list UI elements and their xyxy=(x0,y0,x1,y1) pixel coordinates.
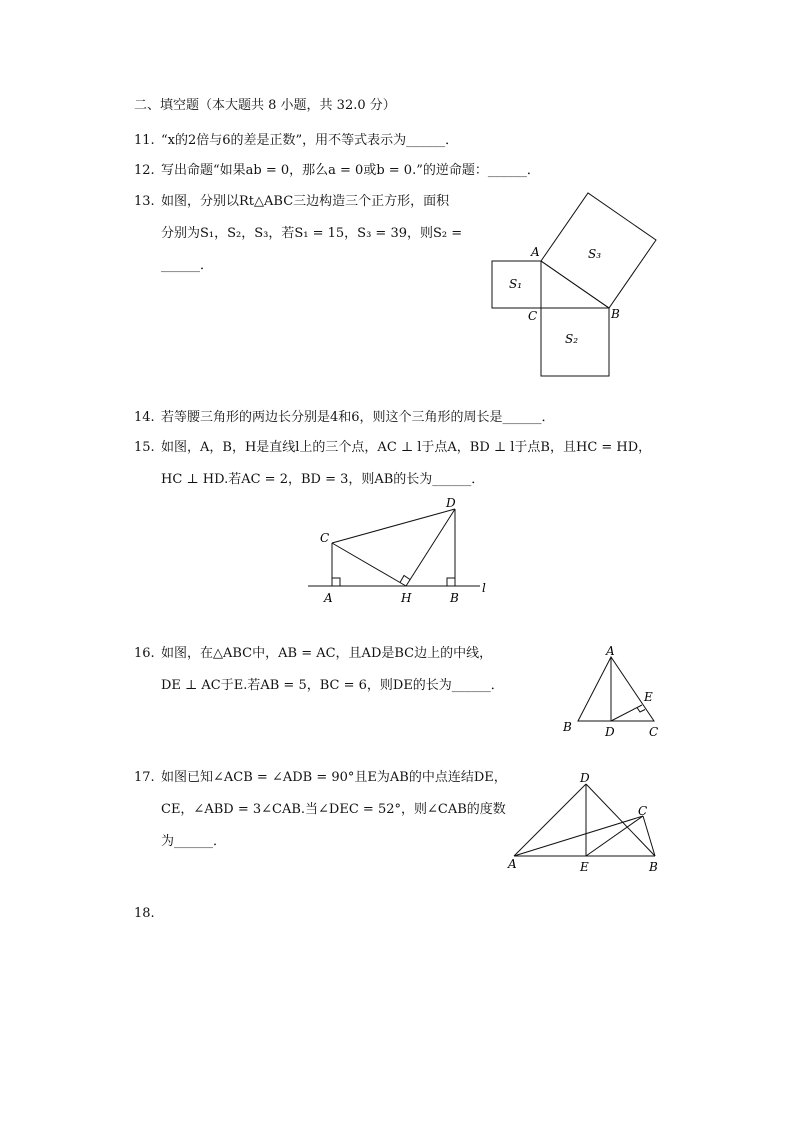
question-17-line-3: 为______． xyxy=(161,834,227,849)
figure-13-squares xyxy=(480,185,670,385)
question-15-line-1: 如图，A，B，H是直线l上的三个点，AC ⊥ l于点A，BD ⊥ l于点B，且HC = HD， xyxy=(161,440,652,455)
section-title: 二、填空题（本大题共 8 小题，共 32.0 分） xyxy=(134,98,396,113)
figure-15-line xyxy=(300,495,500,610)
question-16-number: 16. xyxy=(134,646,155,661)
label-s1: S₁ xyxy=(509,277,523,291)
label-d: D xyxy=(605,725,615,739)
label-c: C xyxy=(528,309,538,323)
question-15-number: 15. xyxy=(134,440,155,455)
label-c: C xyxy=(649,725,659,739)
question-15-line-2: HC ⊥ HD.若AC = 2，BD = 3，则AB的长为______． xyxy=(161,472,485,487)
question-17-line-2: CE，∠ABD = 3∠CAB.当∠DEC = 52°，则∠CAB的度数 xyxy=(161,802,506,817)
question-18-number: 18. xyxy=(134,906,155,921)
figure-17-triangles xyxy=(500,765,675,880)
question-16-line-2: DE ⊥ AC于E.若AB = 5，BC = 6，则DE的长为______． xyxy=(161,678,504,693)
question-13-line-2: 分别为S₁，S₂，S₃，若S₁ = 15，S₃ = 39，则S₂ = xyxy=(161,226,463,241)
question-14-number: 14. xyxy=(134,410,155,425)
question-12-text: 写出命题“如果ab = 0，那么a = 0或b = 0.”的逆命题：______． xyxy=(161,163,540,178)
right-angle-e xyxy=(637,708,645,713)
label-c: C xyxy=(320,531,330,545)
label-e: E xyxy=(580,860,589,874)
label-s3: S₃ xyxy=(588,247,602,261)
label-b: B xyxy=(611,307,620,321)
question-17-number: 17. xyxy=(134,770,155,785)
label-c: C xyxy=(638,804,648,818)
label-b: B xyxy=(649,860,658,874)
question-11-text: “x的2倍与6的差是正数”，用不等式表示为______． xyxy=(161,133,459,148)
segment-ce xyxy=(586,816,643,856)
figure-16-triangle xyxy=(555,645,675,745)
triangle-abc xyxy=(578,657,654,721)
question-17-line-1: 如图已知∠ACB = ∠ADB = 90°且E为AB的中点连结DE， xyxy=(161,770,507,785)
triangle-side-ab xyxy=(541,261,609,308)
label-a: A xyxy=(324,591,333,605)
question-13-number: 13. xyxy=(134,194,155,209)
question-13-line-3: ______． xyxy=(161,258,214,273)
question-12-number: 12. xyxy=(134,163,155,178)
label-l: l xyxy=(482,581,486,595)
segment-ch xyxy=(332,543,406,586)
label-b: B xyxy=(450,591,459,605)
label-a: A xyxy=(606,645,615,658)
question-13-line-1: 如图，分别以Rt△ABC三边构造三个正方形，面积 xyxy=(161,194,450,209)
question-16-line-1: 如图，在△ABC中，AB = AC，且AD是BC边上的中线， xyxy=(161,646,493,661)
question-14-text: 若等腰三角形的两边长分别是4和6，则这个三角形的周长是______． xyxy=(161,410,555,425)
label-e: E xyxy=(644,690,653,704)
label-b: B xyxy=(563,720,572,734)
label-a: A xyxy=(531,245,540,259)
label-d: D xyxy=(446,496,456,510)
label-h: H xyxy=(401,591,412,605)
question-11-number: 11. xyxy=(134,133,155,148)
right-angle-b xyxy=(447,578,455,586)
label-a: A xyxy=(508,857,517,871)
label-s2: S₂ xyxy=(565,332,579,346)
right-angle-a xyxy=(332,578,340,586)
label-d: D xyxy=(580,771,590,785)
